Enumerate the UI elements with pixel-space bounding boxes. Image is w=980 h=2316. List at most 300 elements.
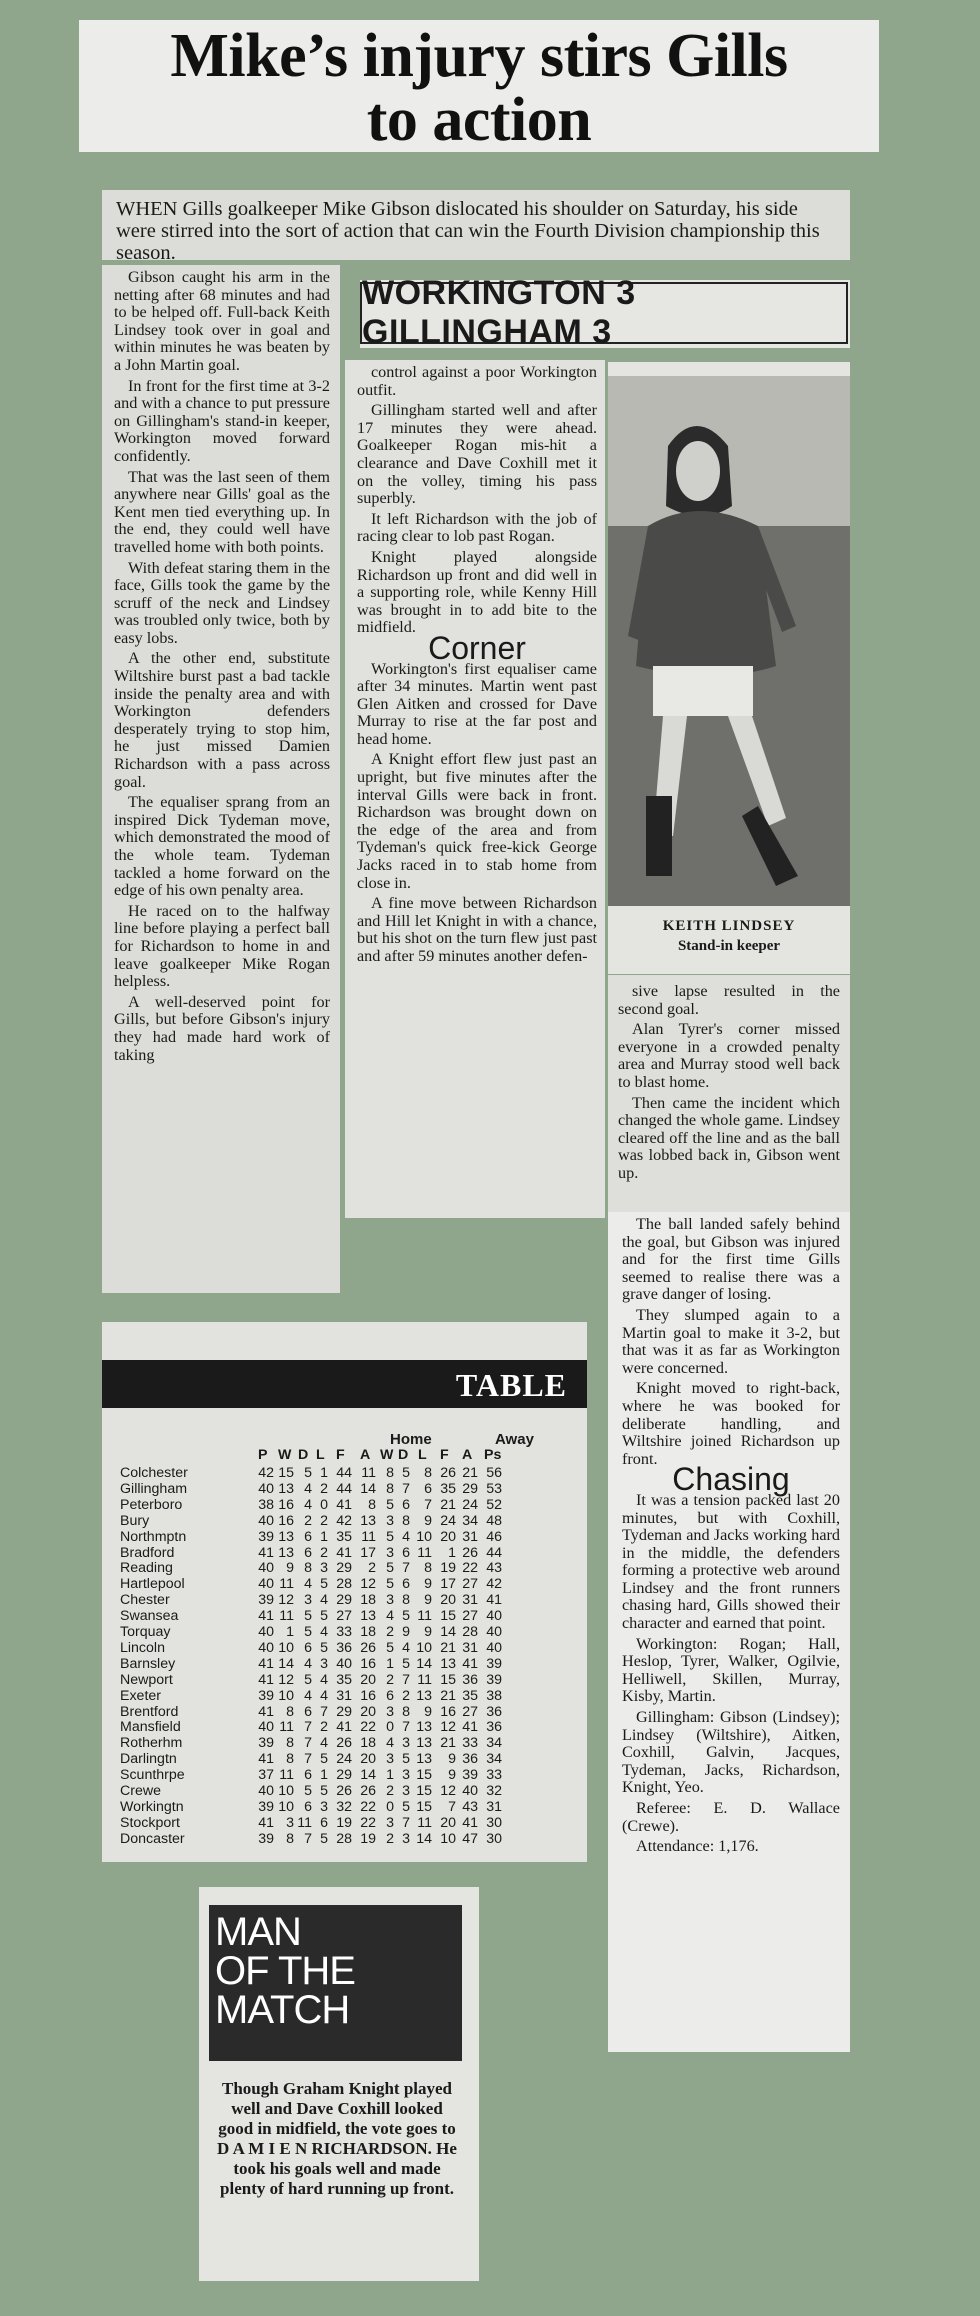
table-cell: 4 [304,1655,312,1672]
table-cell: 40 [486,1624,502,1640]
table-cell: 8 [286,1751,294,1768]
table-cell: 4 [320,1592,328,1609]
article-column-1 [102,265,340,1293]
story-intro: WHEN Gills goalkeeper Mike Gibson dislocated his shoulder on Saturday, his side were stirred into the sort of action that can win the Fourth Division championship this season. [116,198,820,264]
table-cell: 34 [486,1751,502,1768]
table-cell: 35 [440,1480,456,1497]
table-cell: 39 [486,1655,502,1672]
table-cell: 6 [386,1687,394,1704]
table-cell: 2 [320,1512,328,1529]
motm-line-1: MAN [215,1910,301,1954]
table-cell: 6 [304,1767,312,1784]
table-cell: 28 [336,1576,352,1593]
table-cell: 41 [258,1671,274,1688]
table-cell: 29 [336,1560,352,1577]
table-cell: 20 [360,1703,376,1720]
table-cell: 8 [286,1830,294,1847]
table-column-header: L [316,1447,325,1463]
table-cell: 7 [402,1480,410,1497]
table-cell: 44 [486,1544,502,1561]
table-column-header: D [398,1447,409,1463]
table-cell: 13 [416,1751,432,1768]
table-cell: 6 [304,1544,312,1561]
table-cell: 8 [424,1465,432,1481]
table-cell: 26 [336,1735,352,1752]
table-cell: 14 [440,1624,456,1640]
table-cell: 9 [424,1576,432,1593]
team-name: Crewe [120,1783,161,1799]
table-cell: 1 [448,1544,456,1561]
table-cell: 39 [258,1735,274,1752]
article-column-2 [345,360,605,1218]
table-cell: 29 [336,1703,352,1720]
team-name: Darlingtn [120,1751,177,1768]
motm-text: Though Graham Knight played well and Dave Coxhill looked good in midfield, the vote goes to D A M I E N RICHARDSON. He took his goals well and made plenty of hard running up front. [217,2079,457,2198]
team-name: Chester [120,1592,170,1609]
table-cell: 14 [360,1767,376,1784]
table-cell: 10 [416,1639,432,1656]
table-cell: 11 [417,1608,432,1625]
table-cell: 42 [258,1465,274,1481]
table-cell: 43 [486,1560,502,1577]
table-cell: 41 [336,1719,352,1736]
table-cell: 1 [320,1767,328,1784]
table-cell: 19 [336,1814,352,1831]
table-cell: 36 [336,1639,352,1656]
table-cell: 11 [361,1528,376,1545]
table-column-header: Ps [484,1447,502,1463]
table-cell: 18 [360,1624,376,1640]
subhead-corner: Corner [428,629,526,666]
table-cell: 2 [386,1783,394,1799]
table-cell: 4 [304,1496,312,1513]
table-cell: 5 [304,1465,312,1481]
table-cell: 40 [486,1639,502,1656]
table-cell: 30 [486,1814,502,1831]
table-cell: 10 [278,1639,294,1656]
table-cell: 21 [440,1735,456,1752]
table-cell: 6 [304,1703,312,1720]
table-cell: 10 [278,1798,294,1815]
table-cell: 38 [258,1496,274,1513]
table-cell: 2 [320,1480,328,1497]
table-cell: 48 [486,1512,502,1529]
table-cell: 5 [386,1576,394,1593]
table-cell: 14 [278,1655,294,1672]
table-cell: 33 [336,1624,352,1640]
table-cell: 5 [304,1783,312,1799]
table-column-header: L [418,1447,427,1463]
attendance-line: Attendance: 1,176. [636,1837,759,1856]
table-cell: 36 [486,1719,502,1736]
table-cell: 11 [417,1671,432,1688]
table-cell: 1 [386,1655,394,1672]
table-cell: 3 [386,1544,394,1561]
motm-line-2: OF THE [215,1949,355,1993]
table-cell: 41 [336,1544,352,1561]
table-cell: 43 [462,1798,478,1815]
table-cell: 26 [440,1465,456,1481]
table-cell: 19 [440,1560,456,1577]
table-cell: 10 [278,1687,294,1704]
table-cell: 20 [440,1592,456,1609]
table-cell: 5 [386,1528,394,1545]
table-cell: 29 [336,1767,352,1784]
table-cell: 3 [386,1703,394,1720]
table-cell: 4 [320,1735,328,1752]
table-cell: 39 [258,1798,274,1815]
table-cell: 6 [402,1576,410,1593]
table-cell: 13 [278,1528,294,1545]
table-cell: 4 [320,1687,328,1704]
table-cell: 16 [278,1496,294,1513]
table-column-header: W [380,1447,394,1463]
table-cell: 7 [424,1496,432,1513]
paragraph: With defeat staring them in the face, Gills took the game by the scruff of the neck and Lindsey was troubled only twice, both by easy lobs. [114,558,330,647]
table-cell: 16 [278,1512,294,1529]
table-cell: 20 [360,1671,376,1688]
table-cell: 1 [386,1767,394,1784]
table-cell: 28 [336,1830,352,1847]
team-name: Bradford [120,1544,175,1561]
table-cell: 22 [360,1719,376,1736]
headline-line-2: to action [366,86,592,154]
table-cell: 41 [258,1751,274,1768]
table-cell: 3 [286,1814,294,1831]
table-cell: 2 [304,1512,312,1529]
paragraph: Then came the incident which changed the whole game. Lindsey cleared off the line and as the ball was lobbed back in, Gibson went up. [618,1093,840,1182]
table-cell: 6 [402,1544,410,1561]
table-cell: 8 [368,1496,376,1513]
table-cell: 39 [258,1592,274,1609]
paragraph: It left Richardson with the job of racing clear to lob past Rogan. [357,509,597,546]
table-cell: 6 [402,1496,410,1513]
table-cell: 31 [462,1528,478,1545]
table-cell: 33 [486,1767,502,1784]
paragraph: Knight moved to right-back, where he was booked for deliberate handling, and Wiltshire joined Richardson up front. [622,1379,840,1468]
team-name: Gillingham [120,1480,188,1497]
table-cell: 36 [462,1671,478,1688]
team-line-workington: Workington: Rogan; Hall, Heslop, Tyrer, Walker, Ogilvie, Helliwell, Skillen, Murray, Kisby, Martin. [622,1634,840,1706]
table-cell: 4 [386,1608,394,1625]
table-cell: 27 [462,1576,478,1593]
paragraph: That was the last seen of them anywhere near Gills' goal as the Kent men tied everything up. In the end, they could well have travelled home with both points. [114,467,330,556]
team-name: Stockport [120,1814,180,1831]
man-of-the-match-clipping [199,1887,479,2281]
table-cell: 27 [336,1608,352,1625]
team-name: Mansfield [120,1719,181,1736]
table-cell: 31 [462,1639,478,1656]
table-cell: 9 [424,1703,432,1720]
table-cell: 18 [360,1592,376,1609]
table-cell: 6 [320,1814,328,1831]
table-cell: 41 [336,1496,352,1513]
motm-line-3: MATCH [215,1988,350,2032]
paragraph: control against a poor Workington outfit. [357,363,597,399]
photo-caption-role: Stand-in keeper [677,938,781,954]
table-cell: 11 [279,1608,294,1625]
table-cell: 53 [486,1480,502,1497]
table-cell: 42 [336,1512,352,1529]
league-table-clipping [102,1322,587,1862]
table-cell: 5 [402,1798,410,1815]
table-cell: 7 [402,1719,410,1736]
team-name: Reading [120,1560,173,1577]
table-cell: 2 [402,1687,410,1704]
table-cell: 8 [386,1480,394,1497]
table-cell: 46 [486,1528,502,1545]
table-cell: 40 [258,1480,274,1497]
table-cell: 20 [440,1528,456,1545]
table-cell: 17 [440,1576,456,1593]
table-cell: 5 [320,1751,328,1768]
table-cell: 22 [360,1814,376,1831]
table-cell: 26 [462,1544,478,1561]
table-cell: 6 [304,1798,312,1815]
table-cell: 3 [402,1735,410,1752]
table-cell: 15 [278,1465,294,1481]
table-cell: 0 [320,1496,328,1513]
table-cell: 15 [416,1798,432,1815]
team-name: Newport [120,1671,173,1688]
table-cell: 9 [424,1624,432,1640]
table-cell: 2 [320,1719,328,1736]
table-cell: 44 [336,1465,352,1481]
table-cell: 24 [336,1751,352,1768]
table-cell: 26 [336,1783,352,1799]
table-cell: 39 [258,1528,274,1545]
table-cell: 5 [304,1608,312,1625]
table-cell: 12 [360,1576,376,1593]
table-cell: 41 [462,1719,478,1736]
table-cell: 5 [320,1576,328,1593]
table-cell: 9 [286,1560,294,1577]
table-column-header: F [440,1447,449,1463]
article-column-3-bottom [608,1212,850,2052]
table-cell: 11 [279,1767,294,1784]
table-cell: 14 [416,1830,432,1847]
table-cell: 2 [386,1624,394,1640]
team-name: Hartlepool [120,1576,185,1593]
table-cell: 13 [416,1735,432,1752]
table-cell: 9 [424,1512,432,1529]
team-name: Peterboro [120,1496,183,1513]
paragraph: They slumped again to a Martin goal to make it 3-2, but that was it as far as Workington were concerned. [622,1305,840,1377]
player-photo [608,376,850,906]
table-cell: 20 [360,1751,376,1768]
team-name: Exeter [120,1687,162,1704]
table-cell: 7 [402,1814,410,1831]
table-cell: 1 [320,1465,328,1481]
table-cell: 10 [278,1783,294,1799]
table-cell: 3 [386,1592,394,1609]
table-cell: 6 [424,1480,432,1497]
table-cell: 36 [462,1751,478,1768]
table-cell: 3 [320,1798,328,1815]
table-cell: 40 [258,1783,274,1799]
table-cell: 30 [486,1830,502,1847]
table-cell: 5 [386,1639,394,1656]
team-name: Brentford [120,1703,179,1720]
table-cell: 12 [440,1783,456,1799]
referee-line: Referee: E. D. Wallace (Crewe). [622,1799,840,1835]
table-cell: 8 [424,1560,432,1577]
table-cell: 15 [416,1767,432,1784]
table-cell: 13 [360,1608,376,1625]
table-cell: 32 [486,1783,502,1799]
table-cell: 24 [440,1512,456,1529]
away-group-label: Away [495,1431,534,1448]
table-column-header: P [258,1447,268,1463]
table-cell: 26 [360,1783,376,1799]
table-cell: 40 [258,1576,274,1593]
table-cell: 4 [402,1639,410,1656]
paragraph: The equaliser sprang from an inspired Dick Tydeman move, which demonstrated the mood of the whole team. Tydeman tackled a home forward on the edge of his own penalty area. [114,793,330,900]
table-cell: 28 [462,1624,478,1640]
table-cell: 31 [486,1798,502,1815]
table-column-header: A [360,1447,371,1463]
table-cell: 41 [258,1703,274,1720]
table-cell: 39 [462,1767,478,1784]
table-cell: 41 [462,1814,478,1831]
paragraph: Alan Tyrer's corner missed everyone in a crowded penalty area and Murray stood well back to blast home. [618,1020,840,1091]
table-cell: 44 [336,1480,352,1497]
paragraph: Gillingham started well and after 17 minutes they were ahead. Goalkeeper Rogan mis-hit a clearance and Dave Coxhill met it on the volley, timing his pass superbly. [357,401,597,508]
table-cell: 10 [440,1830,456,1847]
paragraph: The ball landed safely behind the goal, but Gibson was injured and for the first time Gills seemed to realise there was a grave danger of losing. [622,1215,840,1304]
table-cell: 8 [304,1560,312,1577]
table-cell: 5 [402,1655,410,1672]
headline-line-1: Mike’s injury stirs Gills [170,22,788,90]
table-cell: 5 [386,1560,394,1577]
paragraph: A fine move between Richardson and Hill let Knight in with a chance, but his shot on the turn flew just past and after 59 minutes another defen- [357,894,597,965]
table-cell: 21 [440,1496,456,1513]
table-cell: 3 [402,1830,410,1847]
table-cell: 0 [386,1798,394,1815]
table-cell: 40 [462,1783,478,1799]
table-cell: 39 [258,1687,274,1704]
table-cell: 5 [320,1639,328,1656]
table-cell: 42 [486,1576,502,1593]
table-cell: 36 [486,1703,502,1720]
table-cell: 41 [462,1655,478,1672]
table-cell: 7 [304,1735,312,1752]
table-cell: 26 [360,1639,376,1656]
table-cell: 24 [462,1496,478,1513]
table-cell: 15 [440,1671,456,1688]
table-cell: 3 [320,1560,328,1577]
table-cell: 3 [386,1751,394,1768]
paragraph: Gibson caught his arm in the netting after 68 minutes and had to be helped off. Full-back Keith Lindsey took over in goal and within minutes he was beaten by a John Martin goal. [114,268,330,374]
table-cell: 41 [258,1544,274,1561]
table-cell: 9 [402,1624,410,1640]
paragraph: He raced on to the halfway line before playing a perfect ball for Richardson to home in and leave goalkeeper Mike Rogan helpless. [114,901,330,991]
table-cell: 5 [320,1830,328,1847]
table-cell: 13 [440,1655,456,1672]
table-cell: 41 [258,1608,274,1625]
paragraph: Workington's first equaliser came after 34 minutes. Martin went past Glen Aitken and crossed for Dave Murray to rise at the far post and head home. [357,659,597,748]
table-cell: 4 [320,1624,328,1640]
table-cell: 39 [486,1671,502,1688]
table-cell: 8 [386,1465,394,1481]
table-cell: 10 [416,1528,432,1545]
table-cell: 13 [416,1687,432,1704]
paragraph: A well-deserved point for Gills, but before Gibson's injury they had made hard work of taking [114,992,330,1064]
table-cell: 47 [462,1830,478,1847]
table-cell: 0 [386,1719,394,1736]
team-name: Scunthrpe [120,1767,185,1784]
table-cell: 7 [320,1703,328,1720]
table-cell: 41 [258,1814,274,1831]
table-cell: 3 [320,1655,328,1672]
team-line-gillingham: Gillingham: Gibson (Lindsey); Lindsey (Wiltshire), Aitken, Coxhill, Galvin, Jacques, Tydeman, Jacks, Richardson, Knight, Yeo. [622,1708,840,1797]
table-cell: 3 [386,1512,394,1529]
table-cell: 29 [336,1592,352,1609]
table-cell: 11 [417,1544,432,1561]
table-cell: 37 [258,1767,274,1784]
table-cell: 1 [286,1624,294,1640]
table-cell: 7 [448,1798,456,1815]
table-cell: 11 [279,1719,294,1736]
table-cell: 34 [462,1512,478,1529]
table-cell: 4 [320,1671,328,1688]
home-group-label: Home [390,1431,432,1448]
score-banner [360,274,850,351]
paragraph: Knight played alongside Richardson up front and did well in a supporting role, while Kenny Hill was brought in to add bite to the midfield. [357,547,597,637]
score-banner-text: WORKINGTON 3 GILLINGHAM 3 [360,282,848,344]
table-cell: 41 [258,1655,274,1672]
table-cell: 16 [360,1687,376,1704]
table-cell: 32 [336,1798,352,1815]
story-intro-strip [102,190,850,264]
table-cell: 21 [440,1687,456,1704]
paragraph: In front for the first time at 3-2 and with a chance to put pressure on Gillingham's stand-in keeper, Workington moved forward confidently. [114,376,330,465]
table-cell: 4 [386,1735,394,1752]
table-cell: 34 [486,1735,502,1752]
table-cell: 40 [336,1655,352,1672]
table-cell: 4 [304,1480,312,1497]
table-cell: 31 [336,1687,352,1704]
paragraph: sive lapse resulted in the second goal. [618,982,840,1018]
table-cell: 40 [258,1719,274,1736]
table-cell: 27 [462,1608,478,1625]
team-name: Swansea [120,1608,179,1625]
table-cell: 19 [360,1830,376,1847]
table-cell: 7 [304,1751,312,1768]
table-cell: 40 [258,1560,274,1577]
table-column-header: D [298,1447,309,1463]
motm-block [209,1905,462,2061]
table-cell: 5 [402,1465,410,1481]
table-cell: 8 [402,1512,410,1529]
table-cell: 5 [402,1608,410,1625]
table-cell: 5 [320,1783,328,1799]
table-cell: 7 [304,1830,312,1847]
table-cell: 7 [304,1719,312,1736]
article-column-3-top [608,975,850,1213]
table-cell: 5 [304,1671,312,1688]
paragraph: It was a tension packed last 20 minutes, but with Coxhill, Tydeman and Jacks working hard in the middle, the defenders forming a protective web around Lindsey and the front runners chasing hard, Gills showed their character and earned that point. [622,1490,840,1633]
table-cell: 6 [304,1528,312,1545]
table-column-header: A [462,1447,473,1463]
table-cell: 9 [424,1592,432,1609]
table-cell: 3 [402,1767,410,1784]
table-cell: 14 [360,1480,376,1497]
table-cell: 21 [440,1639,456,1656]
table-cell: 35 [336,1671,352,1688]
team-name: Torquay [120,1624,171,1640]
table-cell: 5 [386,1496,394,1513]
